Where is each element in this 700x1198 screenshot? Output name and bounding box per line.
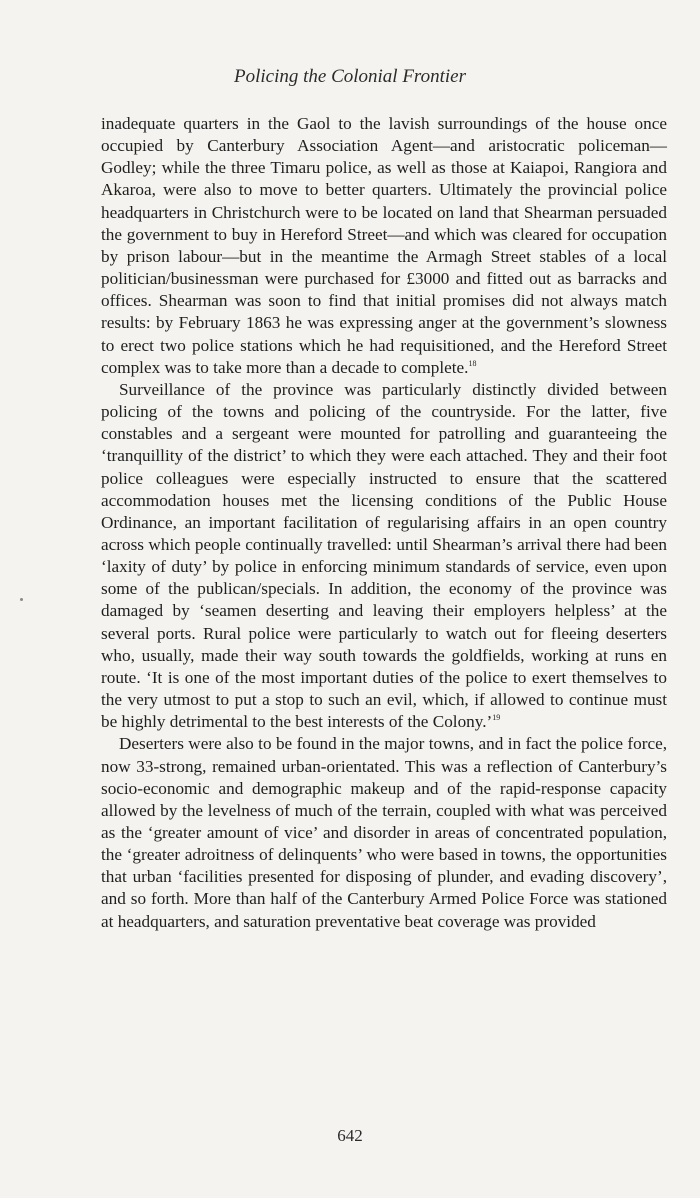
- paper-speck: [20, 598, 23, 601]
- paragraph-2-text: Surveillance of the province was particularly distinctly divided between policing of the towns and policing of the countryside. For the latter, five constables and a sergeant were mounted for patrolling and guaranteeing the ‘tranquillity of the district’ to which they were each attached. They and their foot police colleagues were especially instructed to ensure that the scattered accommodation houses met the licensing conditions of the Public House Ordinance, an important facilitation of regularising affairs in an open country across which people continually travelled: until Shearman’s arrival there had been ‘laxity of duty’ by police in enforcing minimum standards of service, even upon some of the publican/specials. In addition, the economy of the province was damaged by ‘seamen deserting and leaving their employers helpless’ at the several ports. Rural police were particularly to watch out for fleeing deserters who, usually, made their way south towards the goldfields, working at runs en route. ‘It is one of the most important duties of the police to exert themselves to the very utmost to put a stop to such an evil, which, if allowed to continue must be highly detrimental to the best interests of the Colony.’: [101, 379, 667, 732]
- body-text: [101, 113, 667, 933]
- paragraph-1: [101, 113, 667, 379]
- page-number: 642: [337, 1126, 363, 1145]
- footnote-ref-19: 19: [492, 713, 501, 723]
- running-head: Policing the Colonial Frontier: [233, 66, 467, 87]
- paragraph-2: [101, 379, 667, 734]
- paragraph-1-text: inadequate quarters in the Gaol to the lavish surroundings of the house once occupied by Canterbury Association Agent—and aristocratic policeman—Godley; while the three Timaru police, as well as those at Kaiapoi, Rangiora and Akaroa, were also to move to better quarters. Ultimately the provincial police headquarters in Christchurch were to be located on land that Shearman persuaded the government to buy in Hereford Street—and which was cleared for occupation by prison labour—but in the meantime the Armagh Street stables of a local politician/businessman were purchased for £3000 and fitted out as barracks and offices. Shearman was soon to find that initial promises did not always match results: by February 1863 he was expressing anger at the government’s slowness to erect two police stations which he had requisitioned, and the Hereford Street complex was to take more than a decade to complete.: [101, 114, 667, 377]
- paragraph-3: [101, 733, 667, 932]
- paragraph-3-text: Deserters were also to be found in the major towns, and in fact the police force, now 33-strong, remained urban-orientated. This was a reflection of Canterbury’s socio-economic and demographic makeup and of the rapid-response capacity allowed by the levelness of much of the terrain, coupled with what was perceived as the ‘greater amount of vice’ and disorder in areas of concentrated population, the ‘greater adroitness of delinquents’ who were based in towns, the opportunities that urban ‘facilities presented for disposing of plunder, and evading discovery’, and so forth. More than half of the Canterbury Armed Police Force was stationed at headquarters, and saturation preventative beat coverage was provided: [101, 734, 667, 931]
- footnote-ref-18: 18: [468, 358, 477, 368]
